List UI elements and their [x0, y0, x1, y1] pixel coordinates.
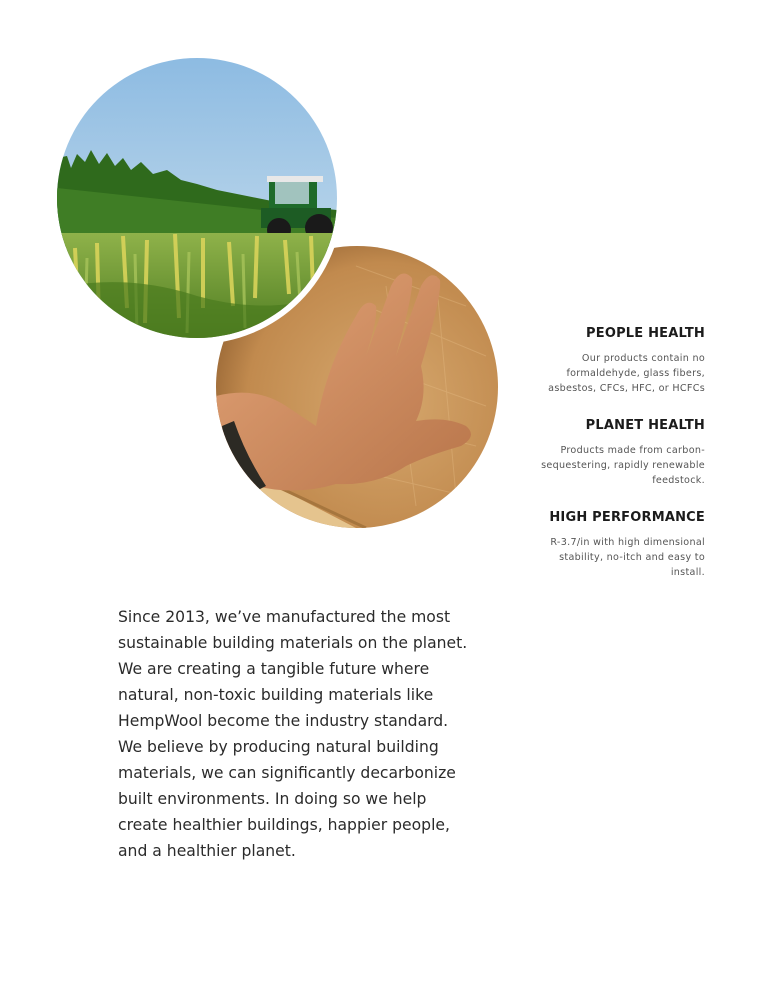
feature-title: HIGH PERFORMANCE	[549, 510, 705, 525]
feature-line: stability, no-itch and easy to	[559, 552, 705, 563]
intro-line: create healthier buildings, happier people,	[118, 816, 450, 834]
feature-description	[505, 443, 705, 488]
intro-line: and a healthier planet.	[118, 842, 296, 860]
feature-line: Products made from carbon-	[560, 445, 705, 456]
feature-title: PLANET HEALTH	[585, 418, 705, 433]
intro-line: Since 2013, we’ve manufactured the most	[118, 608, 451, 626]
feature-line: asbestos, CFCs, HFC, or HCFCs	[548, 383, 705, 394]
feature-planet-health	[505, 418, 705, 488]
feature-people-health	[505, 326, 705, 396]
feature-line: R-3.7/in with high dimensional	[550, 537, 705, 548]
intro-paragraph	[118, 604, 518, 864]
feature-line: sequestering, rapidly renewable	[541, 460, 705, 471]
feature-description	[505, 351, 705, 396]
hemp-field-photo	[57, 58, 337, 338]
feature-line: feedstock.	[652, 475, 705, 486]
intro-line: natural, non-toxic building materials like	[118, 686, 434, 704]
feature-description	[505, 535, 705, 580]
intro-line: sustainable building materials on the planet.	[118, 634, 468, 652]
feature-line: install.	[670, 567, 705, 578]
intro-line: We believe by producing natural building	[118, 738, 439, 756]
intro-line: We are creating a tangible future where	[118, 660, 430, 678]
feature-line: formaldehyde, glass fibers,	[566, 368, 705, 379]
intro-line: HempWool become the industry standard.	[118, 712, 449, 730]
feature-high-performance	[505, 510, 705, 580]
feature-line: Our products contain no	[581, 353, 705, 364]
feature-title: PEOPLE HEALTH	[586, 326, 705, 341]
hemp-field-illustration	[57, 58, 337, 338]
intro-line: materials, we can significantly decarbonize	[118, 764, 456, 782]
feature-list	[505, 326, 705, 602]
intro-line: built environments. In doing so we help	[118, 790, 427, 808]
